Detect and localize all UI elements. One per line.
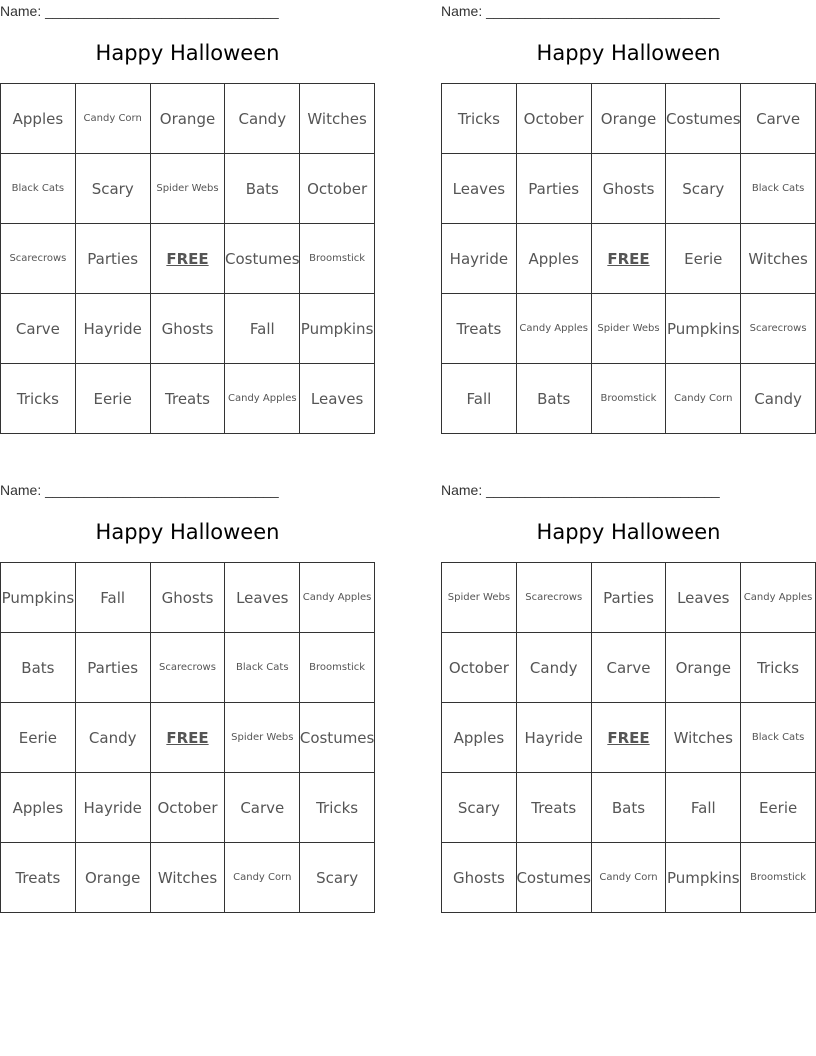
bingo-cell: Hayride <box>517 703 592 773</box>
bingo-cell: Apples <box>1 84 76 154</box>
bingo-cell: Scary <box>76 154 151 224</box>
bingo-cell: Scary <box>300 843 375 913</box>
bingo-cell: Tricks <box>741 633 816 703</box>
bingo-cell: Costumes <box>300 703 375 773</box>
bingo-cell: Carve <box>1 294 76 364</box>
bingo-cell: Witches <box>151 843 226 913</box>
bingo-cell: Costumes <box>225 224 300 294</box>
bingo-cell: Fall <box>666 773 741 843</box>
bingo-cell: Bats <box>1 633 76 703</box>
bingo-cell: Leaves <box>442 154 517 224</box>
bingo-cell: Pumpkins <box>666 294 741 364</box>
bingo-cell: Parties <box>592 563 667 633</box>
bingo-cell: Apples <box>442 703 517 773</box>
bingo-cell: Ghosts <box>151 294 226 364</box>
bingo-cell: Spider Webs <box>225 703 300 773</box>
bingo-cell: Candy <box>517 633 592 703</box>
bingo-cell: Witches <box>666 703 741 773</box>
bingo-cell: Candy Apples <box>225 364 300 434</box>
bingo-grid <box>0 562 375 913</box>
bingo-cell: Apples <box>1 773 76 843</box>
bingo-cell: Parties <box>517 154 592 224</box>
bingo-cell: Treats <box>517 773 592 843</box>
bingo-cell: Candy Apples <box>741 563 816 633</box>
bingo-cell: Bats <box>592 773 667 843</box>
bingo-cell: Orange <box>151 84 226 154</box>
bingo-cell: Fall <box>442 364 517 434</box>
bingo-cell: Hayride <box>442 224 517 294</box>
bingo-cell: Pumpkins <box>666 843 741 913</box>
bingo-grid <box>441 562 816 913</box>
bingo-cell: Candy Corn <box>592 843 667 913</box>
bingo-cell: Scary <box>442 773 517 843</box>
bingo-cell: Tricks <box>442 84 517 154</box>
bingo-cell: Apples <box>517 224 592 294</box>
bingo-cell: Spider Webs <box>442 563 517 633</box>
bingo-cell: Leaves <box>666 563 741 633</box>
bingo-cell: Candy Corn <box>666 364 741 434</box>
bingo-cell: Carve <box>741 84 816 154</box>
bingo-cell: Fall <box>225 294 300 364</box>
bingo-cell: Bats <box>517 364 592 434</box>
card-title: Happy Halloween <box>95 41 280 65</box>
bingo-grid <box>0 83 375 434</box>
bingo-cell: Black Cats <box>1 154 76 224</box>
bingo-cell: Treats <box>151 364 226 434</box>
free-space: FREE <box>592 224 667 294</box>
bingo-cell: Orange <box>592 84 667 154</box>
bingo-card-3 <box>0 479 375 913</box>
bingo-cell: Parties <box>76 633 151 703</box>
bingo-cell: Candy Apples <box>300 563 375 633</box>
bingo-cell: Scary <box>666 154 741 224</box>
bingo-cell: Black Cats <box>741 703 816 773</box>
bingo-cell: Candy <box>76 703 151 773</box>
bingo-cell: Eerie <box>1 703 76 773</box>
bingo-cell: October <box>151 773 226 843</box>
bingo-cell: October <box>442 633 517 703</box>
bingo-cell: Ghosts <box>442 843 517 913</box>
bingo-cell: Broomstick <box>741 843 816 913</box>
bingo-cell: Scarecrows <box>1 224 76 294</box>
bingo-cell: Costumes <box>666 84 741 154</box>
bingo-cell: Black Cats <box>741 154 816 224</box>
bingo-cell: Tricks <box>300 773 375 843</box>
bingo-cell: Orange <box>666 633 741 703</box>
bingo-cell: Costumes <box>517 843 592 913</box>
bingo-cell: Candy <box>225 84 300 154</box>
bingo-cell: Treats <box>1 843 76 913</box>
bingo-cell: Spider Webs <box>592 294 667 364</box>
bingo-cell: Eerie <box>741 773 816 843</box>
bingo-cell: Tricks <box>1 364 76 434</box>
name-line: Name: ______________________________ <box>0 482 279 498</box>
free-space: FREE <box>151 703 226 773</box>
bingo-cell: Ghosts <box>151 563 226 633</box>
bingo-cell: Witches <box>300 84 375 154</box>
name-line: Name: ______________________________ <box>441 3 720 19</box>
bingo-cell: Pumpkins <box>300 294 375 364</box>
bingo-cell: Orange <box>76 843 151 913</box>
bingo-cell: Scarecrows <box>151 633 226 703</box>
bingo-cell: Leaves <box>225 563 300 633</box>
bingo-cell: Hayride <box>76 294 151 364</box>
bingo-card-2 <box>441 0 816 434</box>
free-space: FREE <box>151 224 226 294</box>
bingo-cell: Candy Apples <box>517 294 592 364</box>
bingo-card-1 <box>0 0 375 434</box>
bingo-cell: Parties <box>76 224 151 294</box>
bingo-cell: Carve <box>592 633 667 703</box>
bingo-cell: Pumpkins <box>1 563 76 633</box>
name-line: Name: ______________________________ <box>0 3 279 19</box>
bingo-cell: Hayride <box>76 773 151 843</box>
bingo-cell: Spider Webs <box>151 154 226 224</box>
bingo-cell: Leaves <box>300 364 375 434</box>
bingo-cell: Carve <box>225 773 300 843</box>
bingo-cell: October <box>517 84 592 154</box>
bingo-cell: Broomstick <box>300 633 375 703</box>
bingo-cell: Fall <box>76 563 151 633</box>
bingo-cell: Scarecrows <box>517 563 592 633</box>
bingo-cell: Bats <box>225 154 300 224</box>
bingo-cell: Treats <box>442 294 517 364</box>
name-line: Name: ______________________________ <box>441 482 720 498</box>
bingo-cell: Scarecrows <box>741 294 816 364</box>
bingo-cell: Candy <box>741 364 816 434</box>
free-space: FREE <box>592 703 667 773</box>
bingo-cell: Witches <box>741 224 816 294</box>
card-title: Happy Halloween <box>536 520 721 544</box>
bingo-cell: Candy Corn <box>225 843 300 913</box>
bingo-cell: Eerie <box>666 224 741 294</box>
bingo-cell: October <box>300 154 375 224</box>
card-title: Happy Halloween <box>95 520 280 544</box>
bingo-cell: Broomstick <box>300 224 375 294</box>
bingo-cell: Ghosts <box>592 154 667 224</box>
card-title: Happy Halloween <box>536 41 721 65</box>
bingo-cell: Candy Corn <box>76 84 151 154</box>
bingo-cell: Broomstick <box>592 364 667 434</box>
bingo-cell: Black Cats <box>225 633 300 703</box>
bingo-card-4 <box>441 479 816 913</box>
bingo-cell: Eerie <box>76 364 151 434</box>
bingo-grid <box>441 83 816 434</box>
